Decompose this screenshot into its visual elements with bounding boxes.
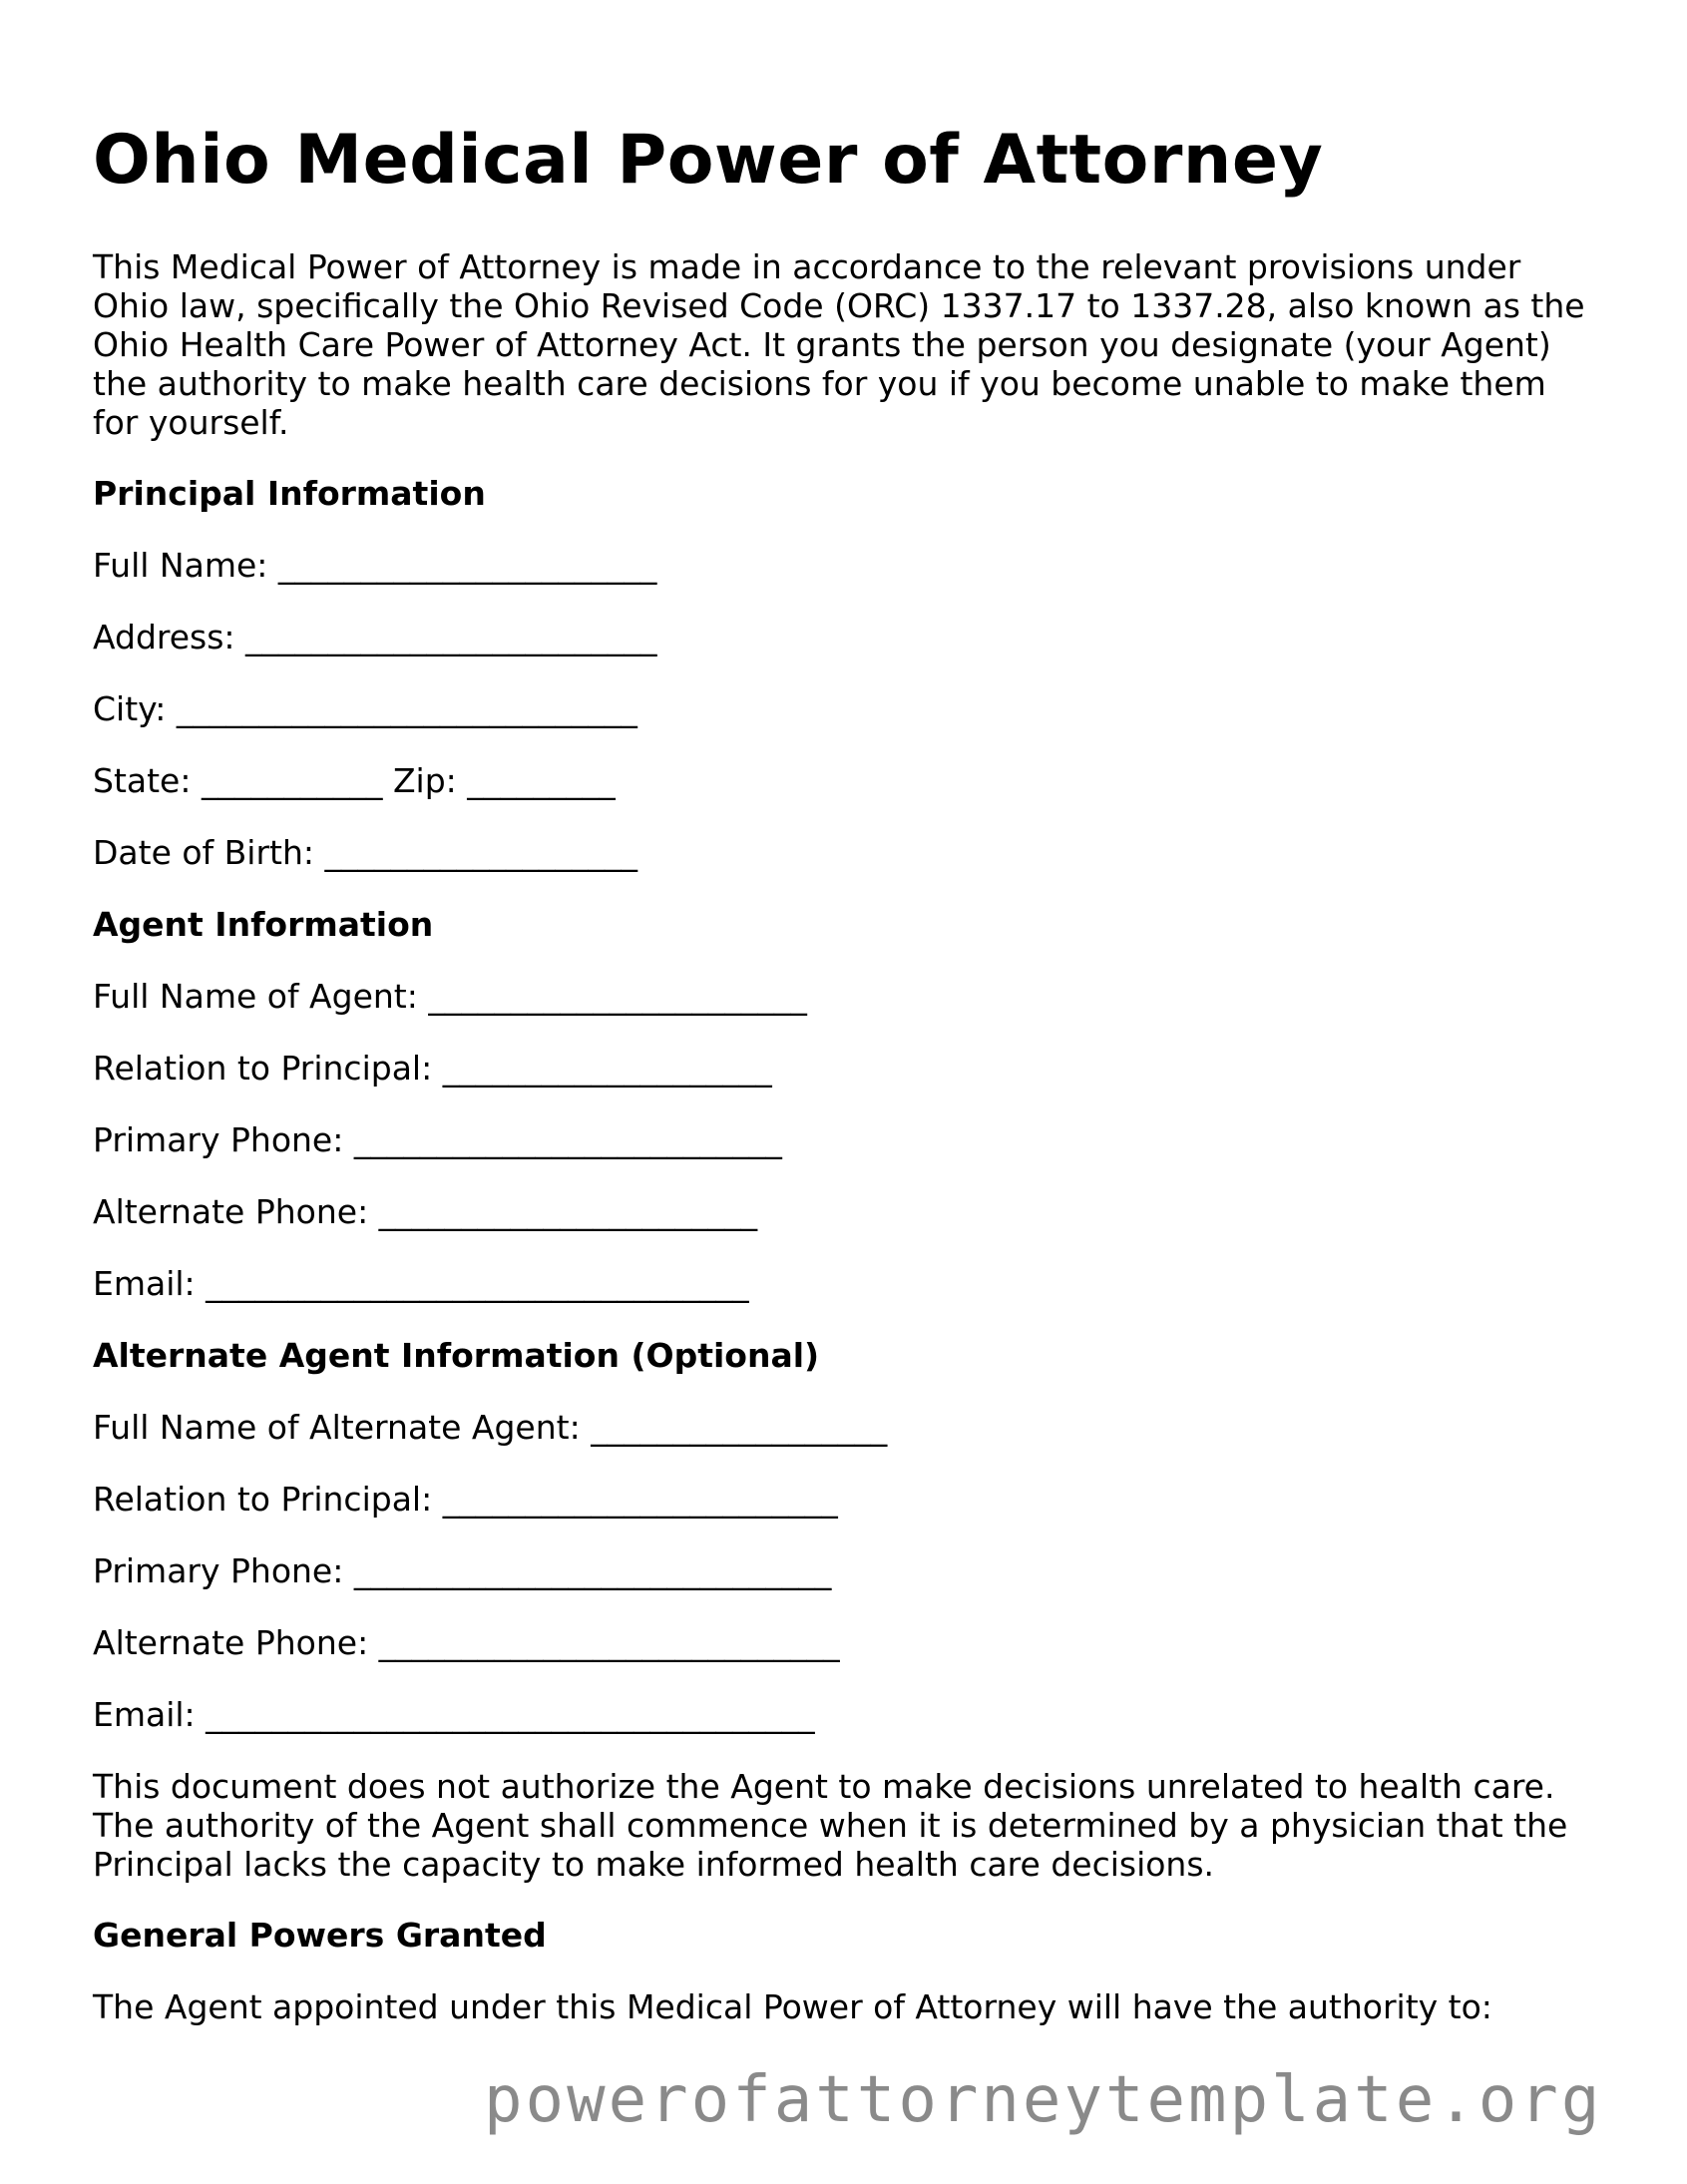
alternate-agent-alternate-phone-field[interactable]: Alternate Phone: ____________________________ [93, 1623, 840, 1662]
agent-relation-field[interactable]: Relation to Principal: ____________________ [93, 1049, 772, 1088]
general-powers-heading: General Powers Granted [93, 1916, 547, 1955]
alternate-agent-primary-phone-field[interactable]: Primary Phone: _____________________________ [93, 1551, 832, 1590]
agent-alternate-phone-field[interactable]: Alternate Phone: _______________________ [93, 1192, 758, 1231]
document-title: Ohio Medical Power of Attorney [93, 121, 1324, 200]
alternate-agent-heading: Alternate Agent Information (Optional) [93, 1336, 820, 1375]
scope-paragraph: This document does not authorize the Agent to make decisions unrelated to health care. The authority of the Agent shall commence when it is determined by a physician that the Principal lacks the capacity to make informed health care decisions. [93, 1767, 1568, 1884]
principal-dob-field[interactable]: Date of Birth: ___________________ [93, 833, 637, 872]
document-page [93, 118, 1589, 2027]
agent-heading: Agent Information [93, 905, 434, 944]
alternate-agent-full-name-field[interactable]: Full Name of Alternate Agent: __________________ [93, 1408, 888, 1447]
agent-email-field[interactable]: Email: _________________________________ [93, 1264, 749, 1303]
alternate-agent-email-field[interactable]: Email: _____________________________________ [93, 1695, 815, 1734]
general-powers-text: The Agent appointed under this Medical Power of Attorney will have the authority to: [93, 1987, 1492, 2026]
agent-primary-phone-field[interactable]: Primary Phone: __________________________ [93, 1120, 782, 1159]
alternate-agent-relation-field[interactable]: Relation to Principal: ________________________ [93, 1480, 838, 1519]
principal-full-name-field[interactable]: Full Name: _______________________ [93, 546, 657, 585]
principal-heading: Principal Information [93, 474, 486, 513]
agent-full-name-field[interactable]: Full Name of Agent: _______________________ [93, 977, 807, 1016]
principal-city-field[interactable]: City: ____________________________ [93, 689, 637, 728]
principal-state-zip-field[interactable]: State: ___________ Zip: _________ [93, 761, 616, 800]
principal-address-field[interactable]: Address: _________________________ [93, 618, 657, 656]
intro-paragraph: This Medical Power of Attorney is made in accordance to the relevant provisions under Ohio law, specifically the Ohio Revised Code (ORC) 1337.17 to 1337.28, also known as the Ohio Health Care Power of Attorney Act. It grants the person you designate (your Agent) the authority to make health care decisions for you if you become unable to make them for yourself. [93, 247, 1585, 442]
site-watermark: powerofattorneytemplate.org [484, 2063, 1603, 2137]
